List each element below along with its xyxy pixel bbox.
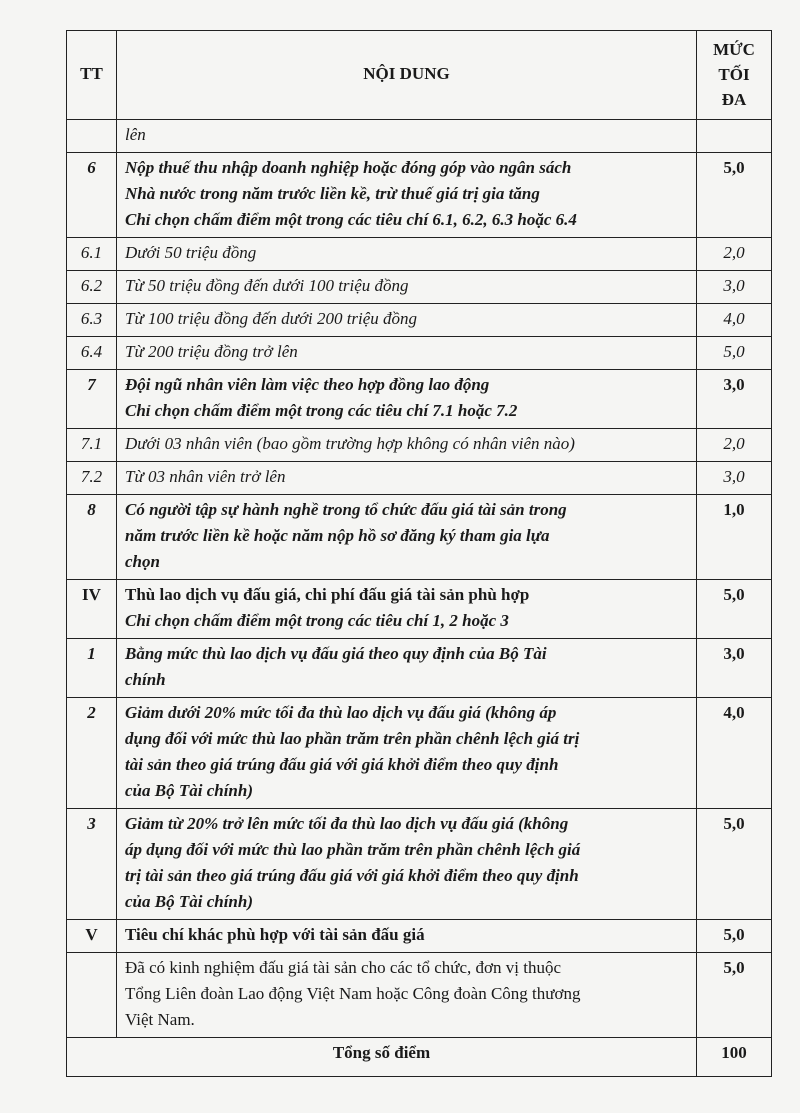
content-line: Thù lao dịch vụ đấu giá, chi phí đấu giá tài sản phù hợp xyxy=(125,585,530,604)
row-number: 7.1 xyxy=(67,429,117,462)
content-line: Từ 50 triệu đồng đến dưới 100 triệu đồng xyxy=(125,276,409,295)
row-score: 1,0 xyxy=(697,495,772,580)
row-content xyxy=(117,271,697,304)
row-content xyxy=(117,370,697,429)
row-content xyxy=(117,920,697,953)
content-line: tài sản theo giá trúng đấu giá với giá khởi điểm theo quy định xyxy=(125,755,559,774)
row-number: IV xyxy=(67,580,117,639)
total-label: Tổng số điểm xyxy=(67,1038,697,1077)
content-line: Bằng mức thù lao dịch vụ đấu giá theo quy định của Bộ Tài xyxy=(125,644,547,663)
total-row xyxy=(67,1038,772,1077)
table-row xyxy=(67,238,772,271)
content-line: Chỉ chọn chấm điểm một trong các tiêu chí 1, 2 hoặc 3 xyxy=(125,611,509,630)
table-row xyxy=(67,920,772,953)
row-content xyxy=(117,639,697,698)
content-line: Từ 03 nhân viên trở lên xyxy=(125,467,286,486)
row-content xyxy=(117,495,697,580)
row-score: 5,0 xyxy=(697,153,772,238)
content-line: Giảm dưới 20% mức tối đa thù lao dịch vụ đấu giá (không áp xyxy=(125,703,557,722)
table-header-row xyxy=(67,31,772,120)
table-row xyxy=(67,495,772,580)
content-line: Chỉ chọn chấm điểm một trong các tiêu chí 7.1 hoặc 7.2 xyxy=(125,401,518,420)
content-line: năm trước liền kề hoặc năm nộp hồ sơ đăng ký tham gia lựa xyxy=(125,526,550,545)
row-content xyxy=(117,462,697,495)
content-line: chính xyxy=(125,670,166,689)
table-row xyxy=(67,153,772,238)
content-line: áp dụng đối với mức thù lao phần trăm trên phần chênh lệch giá xyxy=(125,840,581,859)
row-number: 6.2 xyxy=(67,271,117,304)
row-score: 2,0 xyxy=(697,238,772,271)
row-score: 4,0 xyxy=(697,304,772,337)
content-line: Đội ngũ nhân viên làm việc theo hợp đồng lao động xyxy=(125,375,490,394)
row-number: 7 xyxy=(67,370,117,429)
table-row xyxy=(67,953,772,1038)
row-content xyxy=(117,153,697,238)
row-number: 6.1 xyxy=(67,238,117,271)
header-max-line: TỐI xyxy=(718,64,750,84)
table-row xyxy=(67,462,772,495)
content-line: Giảm từ 20% trở lên mức tối đa thù lao dịch vụ đấu giá (không xyxy=(125,814,569,833)
content-line: Nộp thuế thu nhập doanh nghiệp hoặc đóng góp vào ngân sách xyxy=(125,158,572,177)
row-score: 3,0 xyxy=(697,639,772,698)
scoring-table xyxy=(66,30,772,1077)
row-number: 6 xyxy=(67,153,117,238)
header-content: NỘI DUNG xyxy=(117,31,697,120)
row-score: 5,0 xyxy=(697,809,772,920)
content-line: trị tài sản theo giá trúng đấu giá với giá khởi điểm theo quy định xyxy=(125,866,579,885)
table-row xyxy=(67,429,772,462)
content-line: dụng đối với mức thù lao phần trăm trên phần chênh lệch giá trị xyxy=(125,729,580,748)
row-number: 6.4 xyxy=(67,337,117,370)
content-line: Đã có kinh nghiệm đấu giá tài sản cho các tổ chức, đơn vị thuộc xyxy=(125,958,561,977)
row-content xyxy=(117,337,697,370)
row-content xyxy=(117,580,697,639)
content-line: Dưới 03 nhân viên (bao gồm trường hợp không có nhân viên nào) xyxy=(125,434,575,453)
row-score: 5,0 xyxy=(697,580,772,639)
row-content xyxy=(117,238,697,271)
header-max xyxy=(697,31,772,120)
row-number xyxy=(67,953,117,1038)
row-content xyxy=(117,698,697,809)
table-row xyxy=(67,698,772,809)
row-number: 1 xyxy=(67,639,117,698)
table-row xyxy=(67,337,772,370)
row-score: 3,0 xyxy=(697,271,772,304)
content-line: Việt Nam. xyxy=(125,1010,195,1029)
row-number: 7.2 xyxy=(67,462,117,495)
row-number xyxy=(67,120,117,153)
content-line: Tổng Liên đoàn Lao động Việt Nam hoặc Công đoàn Công thương xyxy=(125,984,581,1003)
row-content xyxy=(117,304,697,337)
row-score: 5,0 xyxy=(697,337,772,370)
header-max-line: MỨC xyxy=(713,39,755,59)
row-content xyxy=(117,953,697,1038)
row-score: 4,0 xyxy=(697,698,772,809)
row-number: 2 xyxy=(67,698,117,809)
row-content xyxy=(117,429,697,462)
table-row xyxy=(67,304,772,337)
table-row xyxy=(67,370,772,429)
table-row xyxy=(67,809,772,920)
total-score: 100 xyxy=(697,1038,772,1077)
row-number: V xyxy=(67,920,117,953)
table-row xyxy=(67,639,772,698)
content-line: Dưới 50 triệu đồng xyxy=(125,243,257,262)
content-line: chọn xyxy=(125,552,160,571)
table-body xyxy=(67,120,772,1038)
row-score: 3,0 xyxy=(697,462,772,495)
content-line: Từ 100 triệu đồng đến dưới 200 triệu đồng xyxy=(125,309,418,328)
row-number: 3 xyxy=(67,809,117,920)
content-line: của Bộ Tài chính) xyxy=(125,781,253,800)
header-max-line: ĐA xyxy=(721,89,747,109)
row-score xyxy=(697,120,772,153)
table-row xyxy=(67,120,772,153)
content-line: Tiêu chí khác phù hợp với tài sản đấu giá xyxy=(125,925,425,944)
header-tt: TT xyxy=(67,31,117,120)
row-score: 5,0 xyxy=(697,920,772,953)
content-line: lên xyxy=(125,125,146,144)
content-line: Chỉ chọn chấm điểm một trong các tiêu chí 6.1, 6.2, 6.3 hoặc 6.4 xyxy=(125,210,577,229)
row-score: 5,0 xyxy=(697,953,772,1038)
row-content xyxy=(117,120,697,153)
row-score: 2,0 xyxy=(697,429,772,462)
table-row xyxy=(67,271,772,304)
row-number: 8 xyxy=(67,495,117,580)
content-line: Từ 200 triệu đồng trở lên xyxy=(125,342,298,361)
content-line: Có người tập sự hành nghề trong tổ chức đấu giá tài sản trong xyxy=(125,500,567,519)
row-score: 3,0 xyxy=(697,370,772,429)
content-line: Nhà nước trong năm trước liền kề, trừ thuế giá trị gia tăng xyxy=(125,184,540,203)
content-line: của Bộ Tài chính) xyxy=(125,892,253,911)
table-row xyxy=(67,580,772,639)
row-content xyxy=(117,809,697,920)
row-number: 6.3 xyxy=(67,304,117,337)
